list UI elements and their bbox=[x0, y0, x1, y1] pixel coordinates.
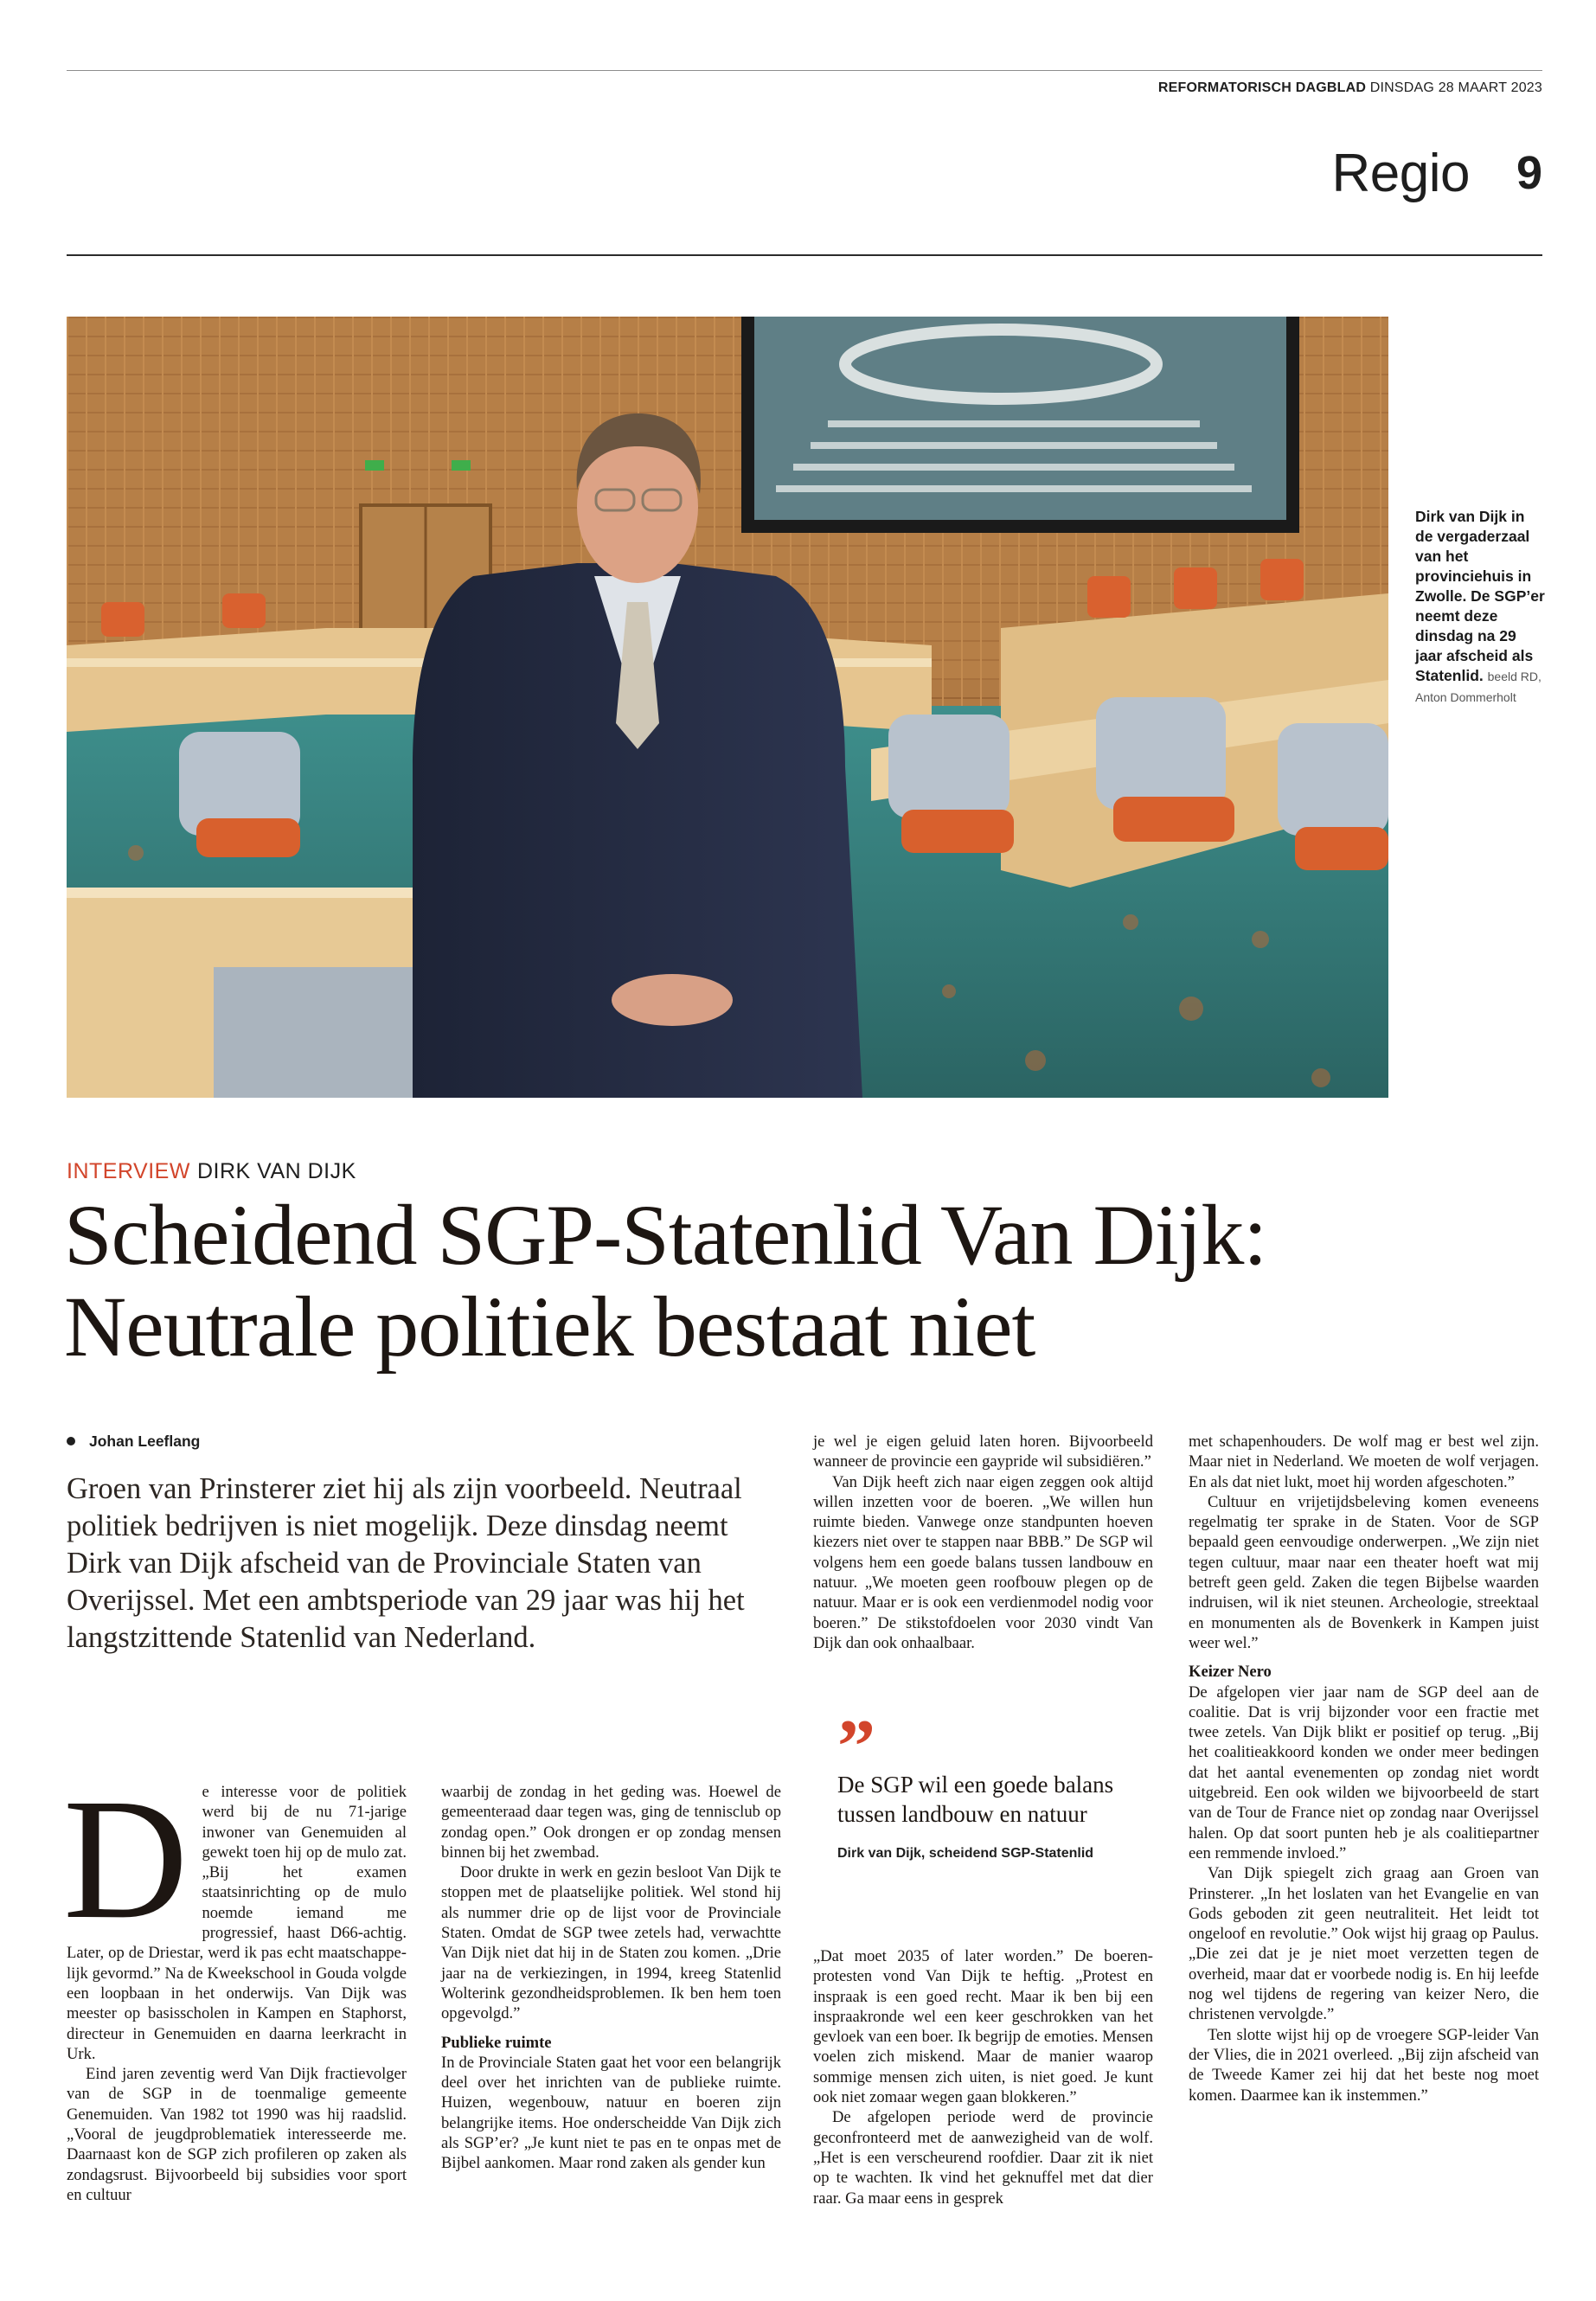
body-paragraph: Eind jaren zeventig werd Van Dijk fractievolger van de SGP in de toenmalige gemeente Genemuiden. Van 1982 tot 1990 was hij raadslid. „Vooral de jeugdproblematiek interesseerde me. Daarnaast kon de SGP zich profileren op zaken als zondagsrust. Bijvoorbeeld bij subsidies voor sport en cultuur bbox=[67, 2065, 407, 2204]
body-paragraph: De afgelopen vier jaar nam de SGP deel aan de coalitie. Dat is vrij bijzonder voor een fractie met twee zetels. Van Dijk blikt er positief op terug. „Bij het coalitieakkoord konden we onder meer bedingen dat het aantal evenementen op zondag niet wordt uitgebreid. Een ook wilden we bijvoorbeeld de start van de Tour de France niet op zondag naar Overijssel halen. Op dat soort punten heb je als coalitiepartner een remmende invloed.” bbox=[1189, 1682, 1539, 1862]
subhead-publieke-ruimte: Publieke ruimte bbox=[441, 2033, 552, 2052]
body-column-4 bbox=[1189, 1432, 1539, 2106]
photo-credit: beeld RD, Anton Dommerholt bbox=[1415, 670, 1542, 704]
body-column-3 bbox=[813, 1432, 1153, 1653]
kicker-label: INTERVIEW bbox=[67, 1159, 190, 1183]
body-paragraph: waarbij de zondag in het geding was. Hoewel de gemeenteraad daar tegen was, ging de tennisclub op zondag open.” Ook drongen er op zondag mensen binnen bij het zwembad. bbox=[441, 1783, 781, 1862]
author-name: Johan Leeflang bbox=[89, 1433, 201, 1450]
exit-sign-icon bbox=[452, 460, 471, 471]
body-paragraph: Door drukte in werk en gezin besloot Van Dijk te stoppen met de plaatselijke politiek. Wel stond hij als nummer drie op de lijst voor de Provinciale Staten. Omdat de SGP twee zetels had, verwachtte Van Dijk niet dat hij in de Staten zou komen. „Drie jaar na de verkiezingen, in 1994, kreeg Statenlid Wolterink gezondheidsproblemen. Ik ben hem toen opgevolgd.” bbox=[441, 1863, 781, 2023]
bullet-icon bbox=[67, 1437, 75, 1445]
drop-cap: D bbox=[63, 1764, 189, 1955]
byline bbox=[67, 1433, 200, 1451]
body-paragraph: e interesse voor de politiek werd bij de nu 71-jarige inwoner van Genemuiden al gewekt toen hij op de mulo zat. „Bij het examen staatsinrichting op de mulo noemde iemand me progressief, haast D66-achtig. Later, op de Driestar, werd ik pas echt maatschappelijk gevormd.” Na de Kweekschool in Gouda volgde een loopbaan in het onderwijs. Van Dijk was meester op basisscholen in Kampen en Staphorst, directeur in Genemuiden en daarna leerkracht in Urk. bbox=[67, 1783, 407, 2063]
kicker-subject: DIRK VAN DIJK bbox=[196, 1159, 356, 1183]
headline-line-2: Neutrale politiek bestaat niet bbox=[64, 1279, 1035, 1375]
headline bbox=[64, 1189, 1552, 1373]
body-column-3-continued bbox=[813, 1946, 1153, 2208]
body-column-1 bbox=[63, 1764, 407, 2205]
quote-mark-icon: ” bbox=[837, 1705, 875, 1789]
page-number: 9 bbox=[1516, 147, 1542, 199]
pull-quote-source: Dirk van Dijk, scheidend SGP-Statenlid bbox=[837, 1846, 1094, 1861]
exit-sign-icon bbox=[365, 460, 384, 471]
body-paragraph: Cultuur en vrijetijdsbeleving komen eveneens regelmatig ter sprake in de Staten. Voor de SGP bepaald geen eenvoudige onderwerpen. „We zijn niet tegen cultuur, maar naar een theater hoeft wat mij betreft geen geld. Zaken die tegen Bijbelse waarden indruisen, wil ik niet steunen. Archeologie, streektaal en monumenten als de Bovenkerk in Kampen juist weer wel.” bbox=[1189, 1492, 1539, 1652]
masthead bbox=[1158, 80, 1542, 96]
top-rule bbox=[67, 70, 1542, 71]
intro-paragraph: Groen van Prinsterer ziet hij als zijn voorbeeld. Neutraal politiek bedrijven is niet mogelijk. Deze dinsdag neemt Dirk van Dijk afscheid van de Provinciale Staten van Overijssel. Met een ambtsperiode van 29 jaar was hij het langstzittende Statenlid van Nederland. bbox=[67, 1472, 745, 1654]
paper-name: REFORMATORISCH DAGBLAD bbox=[1157, 80, 1367, 95]
section-name: Regio bbox=[1331, 143, 1470, 203]
body-paragraph: „Dat moet 2035 of later worden.” De boerenprotesten vond Van Dijk te heftig. „Protest en inspraak is een goed recht. Maar ik ben bij een inspraakronde wel een keer geschrokken van het gevloek van een boer. Ik begrijp de emoties. Mensen voelen zich miskend. Maar de manier waarop sommige mensen zich uiten, is niet goed. Je kunt ook niet zomaar wegen gaan blokkeren.” bbox=[813, 1947, 1153, 2107]
section-rule bbox=[67, 254, 1542, 256]
article-photo bbox=[67, 317, 1388, 1098]
body-paragraph: je wel je eigen geluid laten horen. Bijvoorbeeld wanneer de provincie een gaypride wil subsidiëren.” bbox=[813, 1433, 1153, 1471]
photo-caption bbox=[1415, 507, 1545, 708]
section-header bbox=[1331, 138, 1542, 208]
body-column-2 bbox=[441, 1782, 781, 2174]
body-paragraph: In de Provinciale Staten gaat het voor een belangrijk deel over het inrichten van de publieke ruimte. Huizen, wegenbouw, natuur en boeren zijn belangrijke items. Hoe onderscheidde Van Dijk zich als SGP’er? „Je kunt niet te pas en te onpas met de Bijbel aankomen. Maar rond zaken als gender kun bbox=[441, 2053, 781, 2173]
body-paragraph: Ten slotte wijst hij op de vroegere SGP-leider Van der Vlies, die in 2021 overleed. „Bij zijn afscheid van de Tweede Kamer zei hij dat het beste nog moet komen. Daarmee kan ik instemmen.” bbox=[1189, 2025, 1539, 2105]
subhead-keizer-nero: Keizer Nero bbox=[1189, 1663, 1272, 1682]
pull-quote bbox=[837, 1705, 1157, 1862]
chamber-screen bbox=[741, 317, 1299, 533]
headline-line-1: Scheidend SGP-Statenlid Van Dijk: bbox=[64, 1187, 1267, 1283]
issue-date: DINSDAG 28 MAART 2023 bbox=[1369, 80, 1542, 95]
body-paragraph: De afgelopen periode werd de provincie geconfronteerd met de aanwezigheid van de wolf. „Het is een verscheurend roofdier. Daar zit ik niet op te wachten. Ik vind het geknuffel met dat dier raar. Ga maar eens in gesprek bbox=[813, 2108, 1153, 2208]
body-paragraph: Van Dijk heeft zich naar eigen zeggen ook altijd willen inzetten voor de boeren. „We willen hun ruimte bieden. Vanwege onze standpunten hoeven kiezers niet over te stappen naar BBB.” De SGP wil volgens hem een goede balans tussen landbouw en natuur. „We moeten geen roofbouw plegen op de natuur. Maar er is ook een verdienmodel nodig voor boeren.” De stikstofdoelen voor 2030 vindt Van Dijk dan ook onhaalbaar. bbox=[813, 1472, 1153, 1652]
body-paragraph: met schapenhouders. De wolf mag er best wel zijn. Maar niet in Nederland. We moeten de wolf verjagen. En als dat niet lukt, moet hij worden afgeschoten.” bbox=[1189, 1433, 1539, 1491]
body-paragraph: Van Dijk spiegelt zich graag aan Groen van Prinsterer. „In het loslaten van het Evangelie en van Gods geboden zit geen neutraliteit. Het leidt tot ongeloof en revolutie.” Ook wijst hij graag op Paulus. „Die zei dat je je niet moet verzetten tegen de overheid, maar dat er voorbede nodig is. En hij leefde nog wel tijdens de regering van keizer Nero, die christenen vervolgde.” bbox=[1189, 1864, 1539, 2024]
pull-quote-text: De SGP wil een goede balans tussen landbouw en natuur bbox=[837, 1772, 1114, 1827]
caption-text: Dirk van Dijk in de vergaderzaal van het provinciehuis in Zwolle. De SGP’er neemt deze dinsdag na 29 jaar afscheid als Statenlid. bbox=[1415, 508, 1545, 684]
kicker bbox=[67, 1159, 356, 1184]
